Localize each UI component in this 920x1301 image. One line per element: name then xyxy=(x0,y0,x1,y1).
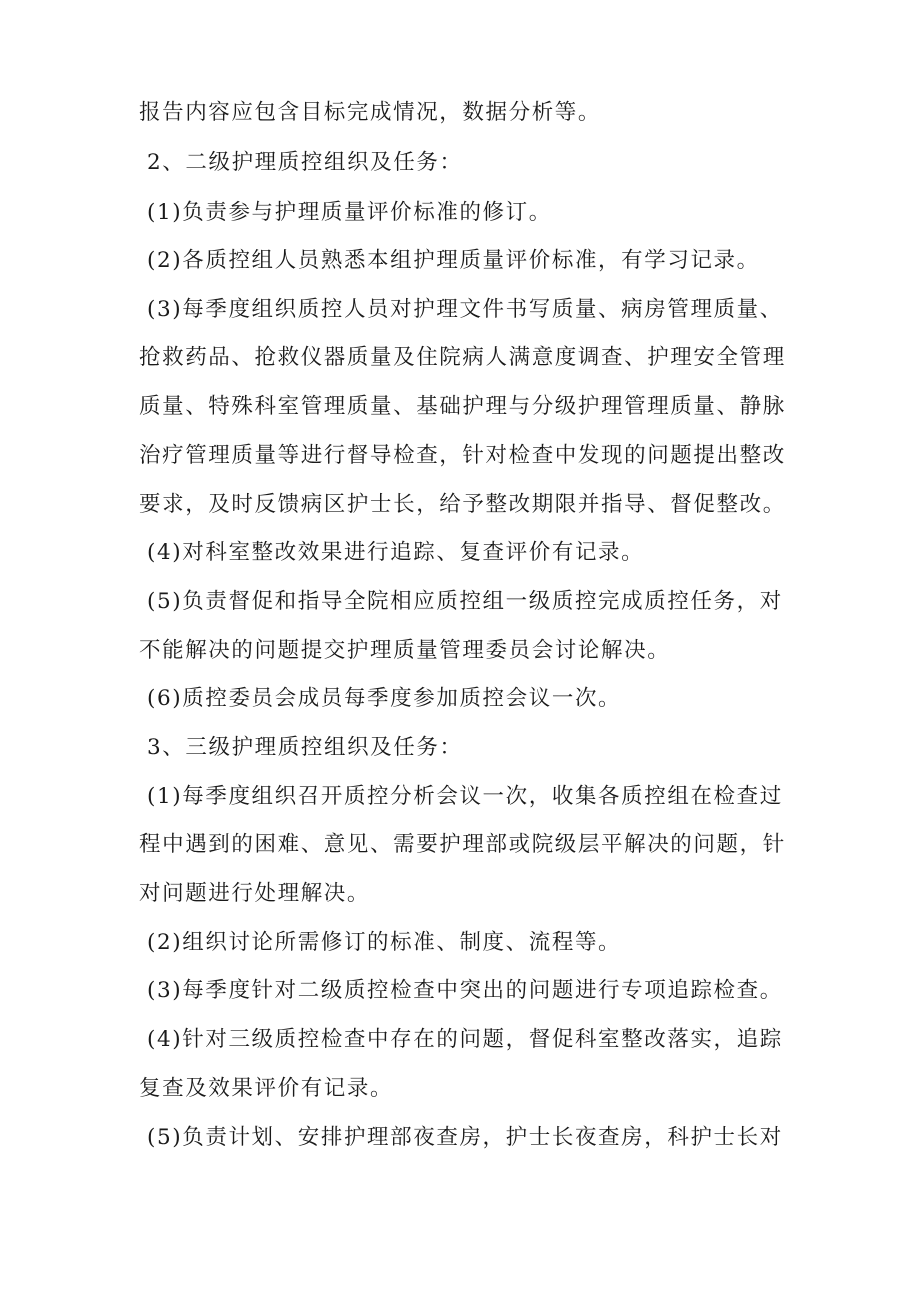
paragraph-line: 对问题进行处理解决。 xyxy=(139,881,371,906)
paragraph-line: 治疗管理质量等进行督导检查，针对检查中发现的问题提出整改 xyxy=(139,443,786,468)
list-item-line: (6)质控委员会成员每季度参加质控会议一次。 xyxy=(147,686,622,711)
paragraph-line: 程中遇到的困难、意见、需要护理部或院级层平解决的问题，针 xyxy=(139,832,786,857)
section-heading: 3、三级护理质控组织及任务： xyxy=(147,735,463,760)
list-item-line: (2)组织讨论所需修订的标准、制度、流程等。 xyxy=(147,930,622,955)
list-item-line: (3)每季度组织质控人员对护理文件书写质量、病房管理质量、 xyxy=(147,297,783,322)
list-item-line: (4)对科室整改效果进行追踪、复查评价有记录。 xyxy=(147,540,645,565)
section-heading: 2、二级护理质控组织及任务： xyxy=(147,150,463,175)
paragraph-line: 不能解决的问题提交护理质量管理委员会讨论解决。 xyxy=(139,638,671,663)
list-item-line: (3)每季度针对二级质控检查中突出的问题进行专项追踪检查。 xyxy=(147,978,783,1003)
list-item-line: (5)负责计划、安排护理部夜查房，护士长夜查房，科护士长对 xyxy=(147,1125,783,1150)
paragraph-line: 抢救药品、抢救仪器质量及住院病人满意度调查、护理安全管理 xyxy=(139,345,786,370)
list-item-line: (2)各质控组人员熟悉本组护理质量评价标准，有学习记录。 xyxy=(147,248,760,273)
paragraph-line: 质量、特殊科室管理质量、基础护理与分级护理管理质量、静脉 xyxy=(139,394,786,419)
list-item-line: (1)每季度组织召开质控分析会议一次，收集各质控组在检查过 xyxy=(147,784,783,809)
list-item-line: (4)针对三级质控检查中存在的问题，督促科室整改落实，追踪 xyxy=(147,1027,783,1052)
paragraph-line: 要求，及时反馈病区护士长，给予整改期限并指导、督促整改。 xyxy=(139,492,786,517)
list-item-line: (5)负责督促和指导全院相应质控组一级质控完成质控任务，对 xyxy=(147,589,783,614)
paragraph-line: 报告内容应包含目标完成情况，数据分析等。 xyxy=(139,100,602,125)
list-item-line: (1)负责参与护理质量评价标准的修订。 xyxy=(147,200,552,225)
paragraph-line: 复查及效果评价有记录。 xyxy=(139,1076,394,1101)
